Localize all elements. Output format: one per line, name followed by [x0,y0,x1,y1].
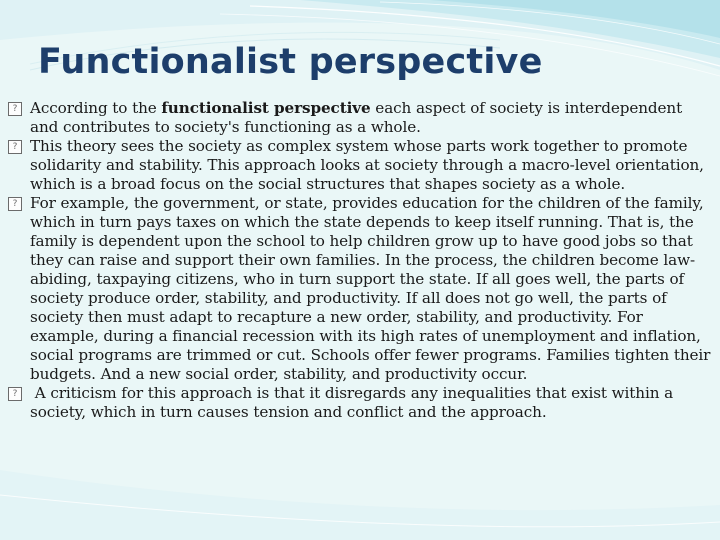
bullet-text-post: each aspect of society is interdependent and contributes to society's functioning as a whole. [30,99,683,136]
bullet-text: A criticism for this approach is that it disregards any inequalities that exist within a society, which in turn causes tension and conflict and the approach. [30,384,678,421]
bullet-item [8,99,712,137]
slide-title: Functionalist perspective [38,42,543,82]
bullet-text: For example, the government, or state, provides education for the children of the family, which in turn pays taxes on which the state depends to keep itself running. That is, the family is dependent upon the school to help children grow up to have good jobs so that they can raise and support their own families. In the process, the children become law-abiding, taxpaying citizens, who in turn support the state. If all goes well, the parts of society produce order, stability, and productivity. If all does not go well, the parts of society then must adapt to recapture a new order, stability, and productivity. For example, during a financial recession with its high rates of unemployment and inflation, social programs are trimmed or cut. Schools offer fewer programs. Families tighten their budgets. And a new social order, stability, and productivity occur. [30,194,711,383]
missing-glyph-bullet-icon [8,387,22,401]
missing-glyph-bullet-icon [8,102,22,116]
bullet-text-pre: According to the [30,99,162,117]
bullet-text: This theory sees the society as complex system whose parts work together to promote solidarity and stability. This approach looks at society through a macro-level orientation, which is a broad focus on the social structures that shapes society as a whole. [30,137,704,193]
missing-glyph-bullet-icon [8,197,22,211]
bullet-list [8,99,712,422]
bullet-item [8,194,712,384]
bullet-text-emphasis: functionalist perspective [161,99,371,117]
missing-glyph-bullet-icon [8,140,22,154]
bullet-item [8,384,712,422]
bullet-item [8,137,712,194]
